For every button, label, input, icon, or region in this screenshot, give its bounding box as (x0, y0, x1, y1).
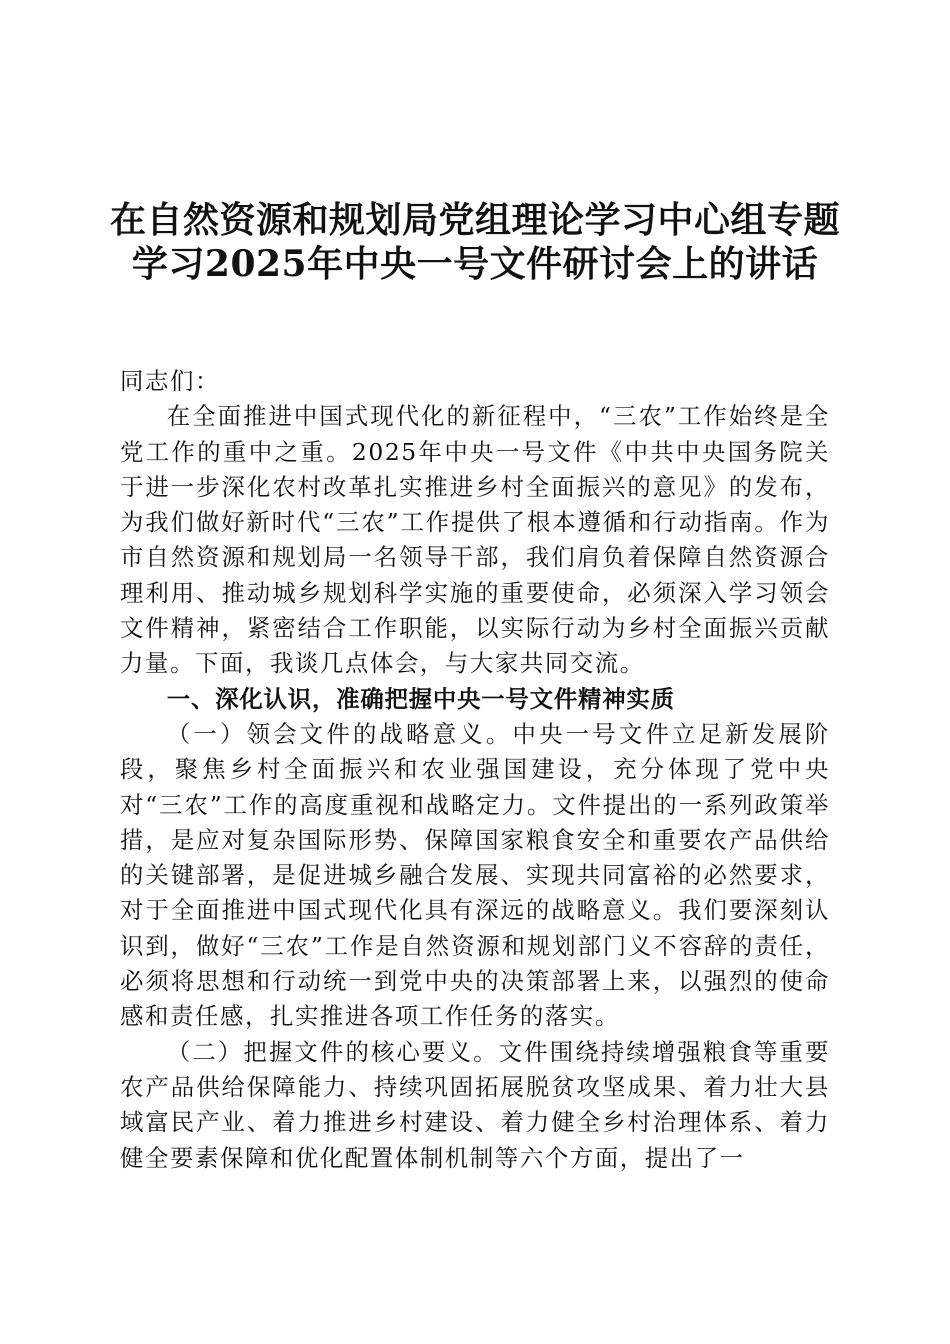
document-title-line-1: 在自然资源和规划局党组理论学习中心组专题 (109, 199, 840, 241)
document-body (120, 364, 830, 1176)
subsection-paragraph-1: （一）领会文件的战略意义。中央一号文件立足新发展阶段，聚焦乡村全面振兴和农业强国建设，充分体现了党中央对“三农”工作的高度重视和战略定力。文件提出的一系列政策举措，是应对复杂国际形势、保障国家粮食安全和重要农产品供给的关键部署，是促进城乡融合发展、实现共同富裕的必然要求，对于全面推进中国式现代化具有深远的战略意义。我们要深刻认识到，做好“三农”工作是自然资源和规划部门义不容辞的责任，必须将思想和行动统一到党中央的决策部署上来，以强烈的使命感和责任感，扎实推进各项工作任务的落实。 (120, 719, 830, 1031)
intro-paragraph: 在全面推进中国式现代化的新征程中，“三农”工作始终是全党工作的重中之重。2025年中央一号文件《中共中央国务院关于进一步深化农村改革扎实推进乡村全面振兴的意见》的发布，为我们做好新时代“三农”工作提供了根本遵循和行动指南。作为市自然资源和规划局一名领导干部，我们肩负着保障自然资源合理利用、推动城乡规划科学实施的重要使命，必须深入学习领会文件精神，紧密结合工作职能，以实际行动为乡村全面振兴贡献力量。下面，我谈几点体会，与大家共同交流。 (120, 402, 830, 678)
document-title-line-2: 学习2025年中央一号文件研讨会上的讲话 (131, 243, 819, 285)
salutation: 同志们： (120, 367, 220, 395)
subsection-paragraph-2: （二）把握文件的核心要义。文件围绕持续增强粮食等重要农产品供给保障能力、持续巩固拓展脱贫攻坚成果、着力壮大县域富民产业、着力推进乡村建设、着力健全乡村治理体系、着力健全要素保障和优化配置体制机制等六个方面，提出了一 (120, 1037, 830, 1172)
section-heading-1: 一、深化认识，准确把握中央一号文件精神实质 (166, 684, 675, 713)
